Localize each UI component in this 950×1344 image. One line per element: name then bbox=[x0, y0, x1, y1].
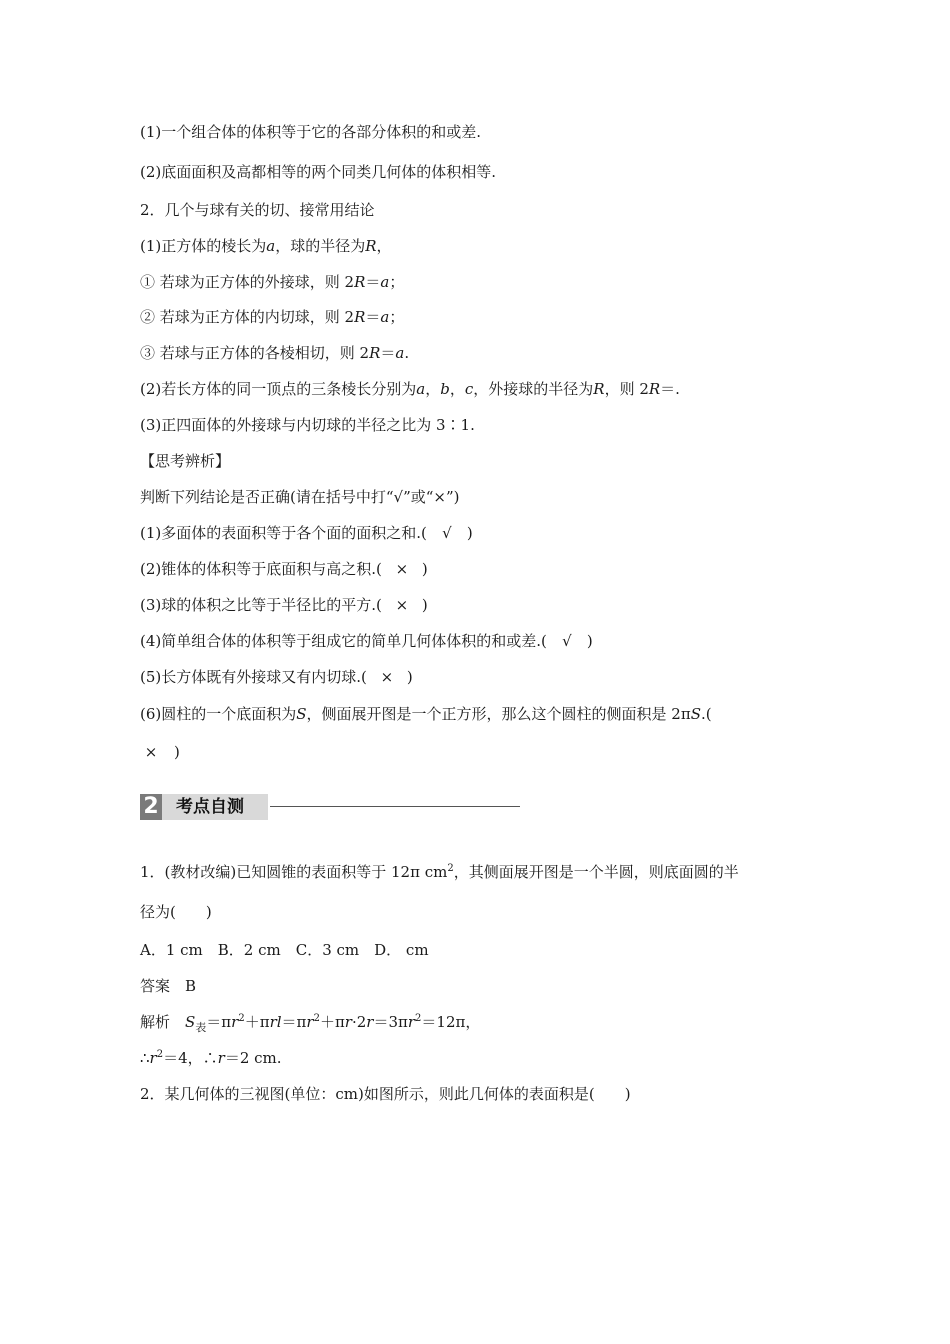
text-line: (2)若长方体的同一顶点的三条棱长分别为a，b，c，外接球的半径为R，则 2R＝. bbox=[140, 380, 680, 398]
judgment-item: (4)简单组合体的体积等于组成它的简单几何体体积的和或差.( √ ) bbox=[140, 632, 593, 650]
text-line: ③ 若球与正方体的各棱相切，则 2R＝a. bbox=[140, 344, 410, 362]
text-line: 判断下列结论是否正确(请在括号中打“√”或“×”) bbox=[140, 488, 460, 506]
question-2: 2．某几何体的三视图(单位：cm)如图所示，则此几何体的表面积是( ) bbox=[140, 1085, 631, 1103]
judgment-item: (5)长方体既有外接球又有内切球.( × ) bbox=[140, 668, 413, 686]
solution-line: $\therefore r^2=4$，∴r＝2 cm. bbox=[140, 1049, 282, 1067]
judgment-item: (2)锥体的体积等于底面积与高之积.( × ) bbox=[140, 560, 428, 578]
cross-mark: × bbox=[144, 743, 158, 761]
section-number: 2 bbox=[140, 794, 162, 820]
question-1-options: A．1 cm B．2 cm C．3 cm D． cm bbox=[140, 941, 429, 959]
text-line: ② 若球为正方体的内切球，则 2R＝a； bbox=[140, 308, 405, 326]
text-line: (2)底面面积及高都相等的两个同类几何体的体积相等. bbox=[140, 163, 497, 181]
solution-line: 解析 $S_表=\pi r^2+\pi rl=\pi r^2+\pi r\cdot 2r=3\pi r^2=12\pi$， bbox=[140, 1013, 481, 1034]
text-line: ① 若球为正方体的外接球，则 2R＝a； bbox=[140, 273, 405, 291]
section-title: 考点自测 bbox=[176, 797, 244, 817]
judgment-item: (6)圆柱的一个底面积为S，侧面展开图是一个正方形，那么这个圆柱的侧面积是 2πS.( bbox=[140, 705, 712, 723]
cross-mark: × bbox=[380, 668, 394, 686]
section-rule bbox=[270, 806, 520, 807]
judgment-item: (3)球的体积之比等于半径比的平方.( × ) bbox=[140, 596, 428, 614]
cross-mark: × bbox=[395, 560, 409, 578]
check-mark: √ bbox=[442, 524, 452, 542]
question-1: 1．(教材改编)已知圆锥的表面积等于 12π $cm^2$，其侧面展开图是一个半圆，则底面圆的半 bbox=[140, 863, 739, 881]
subheading: 2．几个与球有关的切、接常用结论 bbox=[140, 201, 375, 219]
check-mark: √ bbox=[562, 632, 572, 650]
text-line: (1)一个组合体的体积等于它的各部分体积的和或差. bbox=[140, 123, 482, 141]
cross-mark: × bbox=[395, 596, 409, 614]
text-line: (3)正四面体的外接球与内切球的半径之比为 3∶1. bbox=[140, 416, 475, 434]
section-header bbox=[140, 794, 520, 820]
judgment-item: (1)多面体的表面积等于各个面的面积之和.( √ ) bbox=[140, 524, 473, 542]
judgment-item-continued: × ) bbox=[140, 742, 820, 762]
text-line: (1)正方体的棱长为a，球的半径为R， bbox=[140, 237, 392, 255]
answer: 答案 B bbox=[140, 977, 197, 995]
subheading: 【思考辨析】 bbox=[140, 452, 231, 470]
question-1-continued: 径为( ) bbox=[140, 903, 212, 921]
